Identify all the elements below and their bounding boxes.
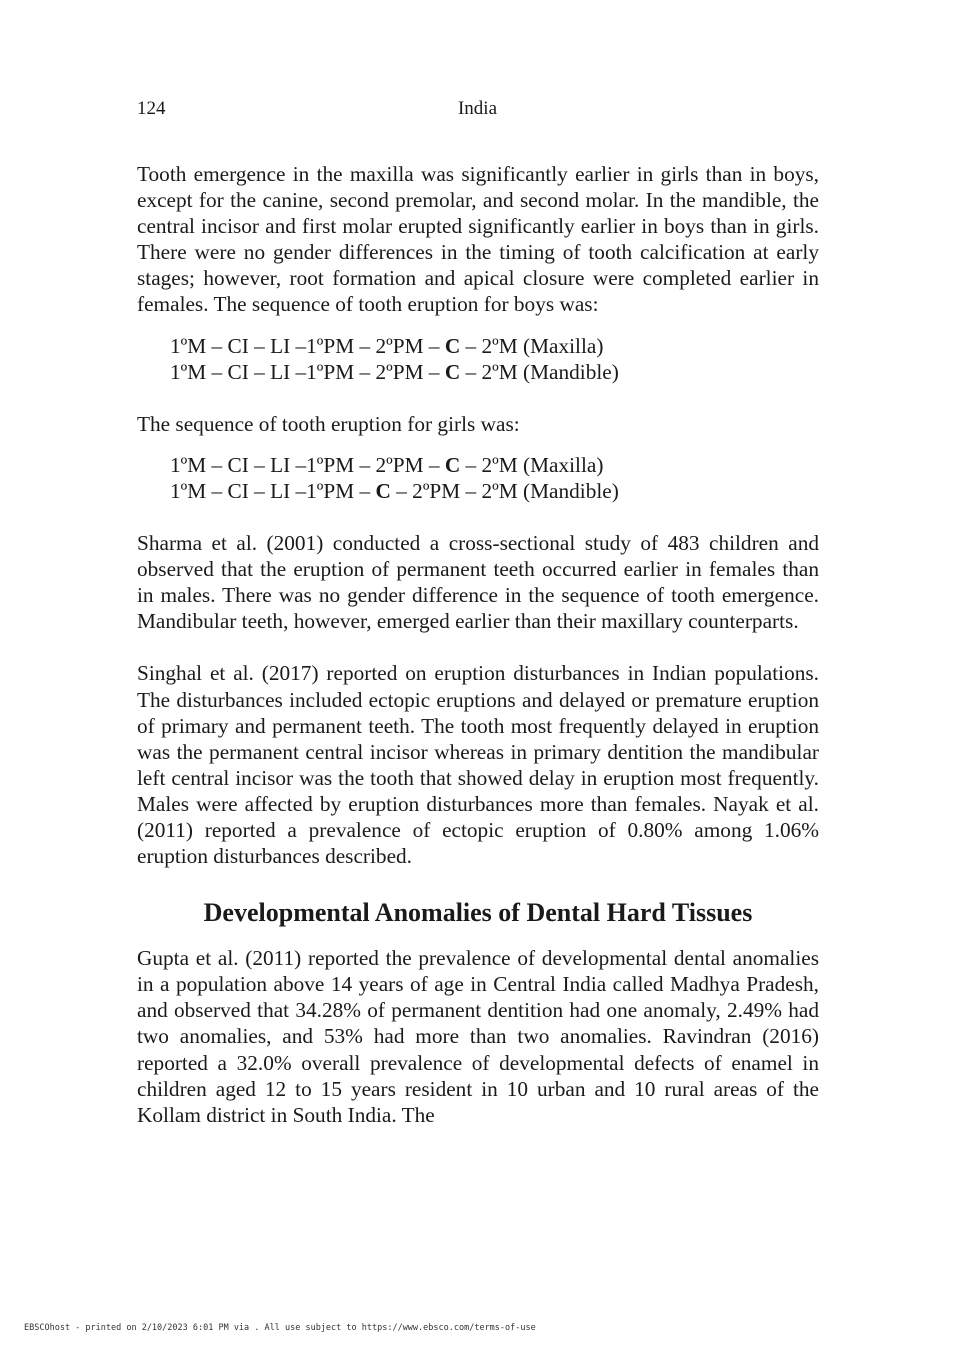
- sequence-text: – 2ºM (Maxilla): [460, 452, 604, 477]
- sequence-text: – 2ºM (Mandible): [460, 359, 619, 384]
- boys-sequence-mandible: [170, 359, 819, 385]
- section-heading: Developmental Anomalies of Dental Hard Tissues: [203, 898, 753, 928]
- boys-eruption-sequence: [137, 333, 819, 385]
- girls-eruption-sequence: [137, 452, 819, 504]
- sequence-text: – 2ºPM – 2ºM (Mandible): [390, 478, 619, 503]
- sequence-text: 1ºM – CI – LI –1ºPM – 2ºPM –: [170, 333, 445, 358]
- page-body: [137, 161, 819, 1128]
- sequence-text: 1ºM – CI – LI –1ºPM – 2ºPM –: [170, 359, 445, 384]
- ebsco-footer: EBSCOhost - printed on 2/10/2023 6:01 PM via . All use subject to https://www.ebsco.com/terms-of-use: [24, 1323, 536, 1333]
- sequence-text: 1ºM – CI – LI –1ºPM –: [170, 478, 376, 503]
- sequence-text: – 2ºM (Maxilla): [460, 333, 604, 358]
- sequence-canine: C: [444, 359, 461, 384]
- boys-sequence-maxilla: [170, 333, 819, 359]
- paragraph-girls-sequence-intro: The sequence of tooth eruption for girls was:: [137, 411, 520, 436]
- paragraph-singhal: Singhal et al. (2017) reported on eruption disturbances in Indian populations. The disturbances included ectopic eruptions and delayed or premature eruption of primary and permanent teeth. The tooth most frequently delayed in eruption was the permanent central incisor whereas in primary dentition the mandibular left central incisor was the tooth that showed delay in eruption most frequently. Males were affected by eruption disturbances more than females. Nayak et al. (2011) reported a prevalence of ectopic eruption of 0.80% among 1.06% eruption disturbances described.: [137, 661, 819, 869]
- sequence-canine: C: [444, 333, 461, 358]
- page-number: 124: [137, 98, 166, 119]
- girls-sequence-maxilla: [170, 452, 819, 478]
- running-title: India: [457, 98, 498, 119]
- paragraph-gupta: Gupta et al. (2011) reported the prevalence of developmental dental anomalies in a population above 14 years of age in Central India called Madhya Pradesh, and observed that 34.28% of permanent dentition had one anomaly, 2.49% had two anomalies, and 53% had more than two anomalies. Ravindran (2016) reported a 32.0% overall prevalence of developmental defects of enamel in children aged 12 to 15 years resident in 10 urban and 10 rural areas of the Kollam district in South India. The: [137, 946, 819, 1127]
- paragraph-sharma: Sharma et al. (2001) conducted a cross-sectional study of 483 children and observed that the eruption of permanent teeth occurred earlier in females than in males. There was no gender difference in the sequence of tooth emergence. Mandibular teeth, however, emerged earlier than their maxillary counterparts.: [137, 531, 819, 634]
- sequence-canine: C: [444, 452, 461, 477]
- sequence-text: 1ºM – CI – LI –1ºPM – 2ºPM –: [170, 452, 445, 477]
- sequence-canine: C: [375, 478, 391, 503]
- paragraph-tooth-emergence: Tooth emergence in the maxilla was significantly earlier in girls than in boys, except for the canine, second premolar, and second molar. In the mandible, the central incisor and first molar erupted significantly earlier in boys than in girls. There were no gender differences in the timing of tooth calcification at early stages; however, root formation and apical closure were completed earlier in females. The sequence of tooth eruption for boys was:: [137, 162, 819, 317]
- girls-sequence-mandible: [170, 478, 819, 504]
